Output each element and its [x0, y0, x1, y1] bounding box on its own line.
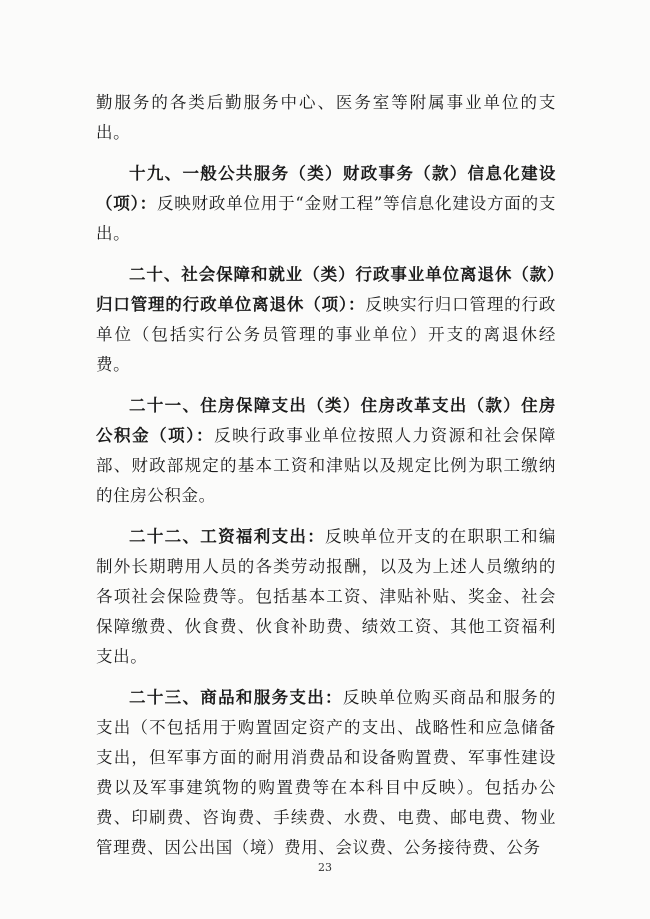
paragraph-text: 反映行政事业单位按照人力资源和社会保障部、财政部规定的基本工资和津贴以及规定比例为职工缴纳的住房公积金。 — [96, 426, 556, 505]
paragraph-heading: 二十一、住房保障支出（类）住房改革支出（款）住房公积金（项）： — [96, 396, 556, 445]
page-number: 23 — [318, 861, 332, 874]
paragraph-text: 反映财政单位用于“金财工程”等信息化建设方面的支出。 — [96, 194, 556, 243]
paragraph-heading: 二十、社会保障和就业（类）行政事业单位离退休（款）归口管理的行政单位离退休（项）： — [96, 265, 556, 314]
document-body — [96, 88, 556, 874]
paragraph-heading: 二十三、商品和服务支出： — [129, 688, 343, 707]
paragraph-item-19 — [96, 159, 556, 249]
paragraph-item-20 — [96, 260, 556, 380]
paragraph-item-22 — [96, 522, 556, 672]
paragraph-text: 反映单位开支的在职职工和编制外长期聘用人员的各类劳动报酬，以及为上述人员缴纳的各项社会保险费等。包括基本工资、津贴补贴、奖金、社会保障缴费、伙食费、伙食补助费、绩效工资、其他工资福利支出。 — [96, 527, 556, 666]
paragraph-text: 勤服务的各类后勤服务中心、医务室等附属事业单位的支出。 — [96, 93, 556, 142]
paragraph-heading: 二十二、工资福利支出： — [129, 527, 326, 546]
paragraph-text: 反映实行归口管理的行政单位（包括实行公务员管理的事业单位）开支的离退休经费。 — [96, 295, 556, 374]
paragraph-heading: 十九、一般公共服务（类）财政事务（款）信息化建设（项）： — [96, 164, 556, 213]
paragraph-text: 反映单位购买商品和服务的支出（不包括用于购置固定资产的支出、战略性和应急储备支出，但军事方面的耐用消费品和设备购置费、军事性建设费以及军事建筑物的购置费等在本科目中反映）。包括办公费、印刷费、咨询费、手续费、水费、电费、邮电费、物业管理费、因公出国（境）费用、会议费、公务接待费、公务 — [96, 688, 556, 857]
paragraph-item-21 — [96, 391, 556, 511]
paragraph-item-23 — [96, 683, 556, 863]
paragraph-continuation — [96, 88, 556, 148]
